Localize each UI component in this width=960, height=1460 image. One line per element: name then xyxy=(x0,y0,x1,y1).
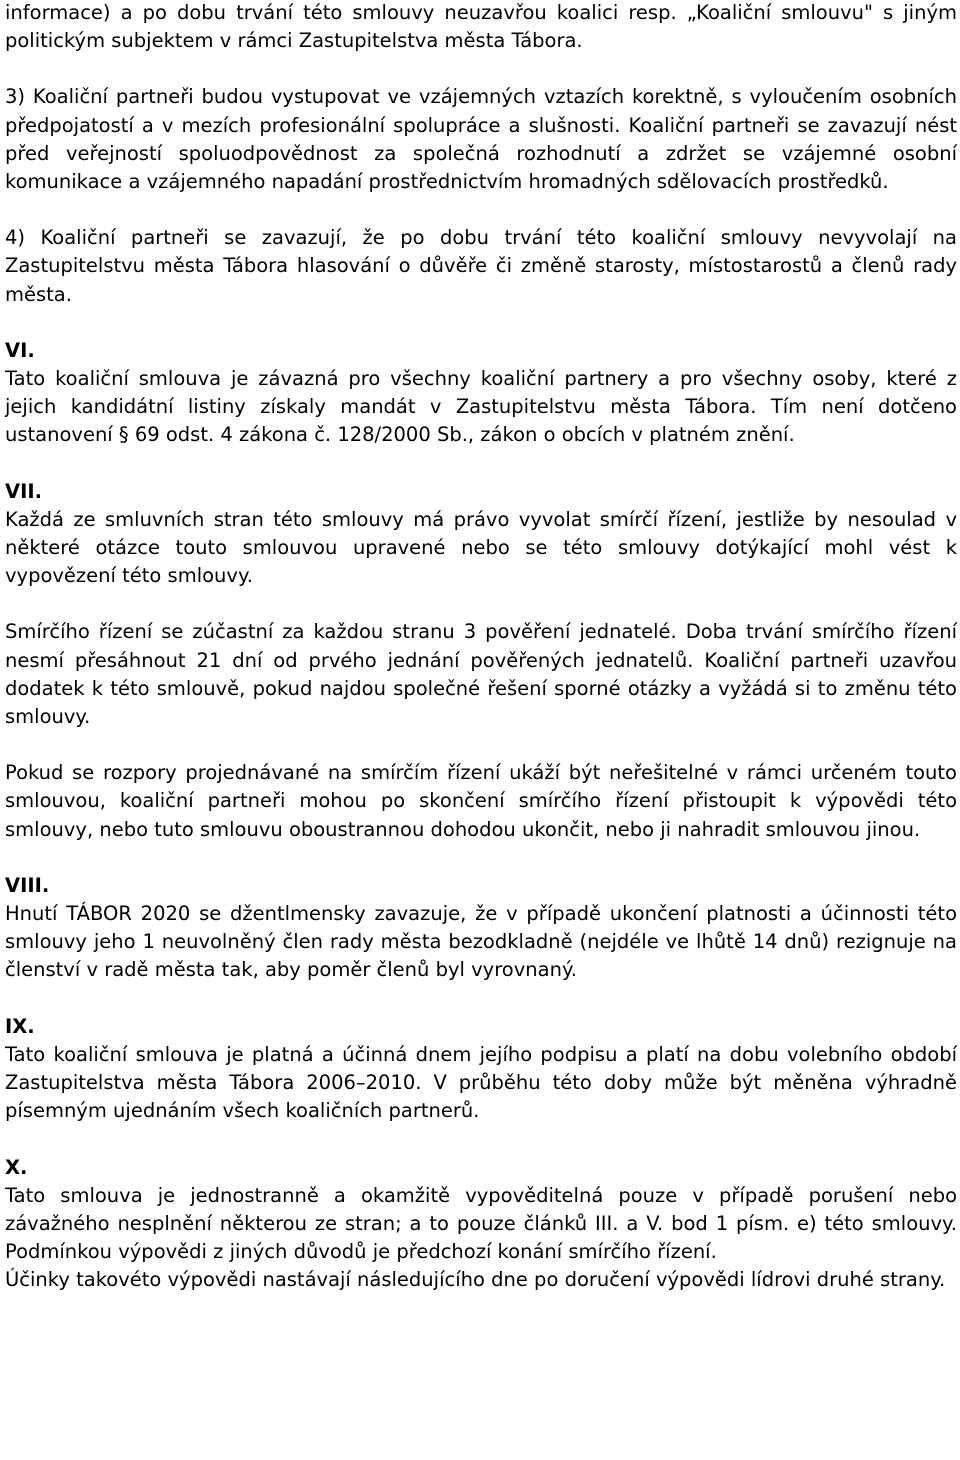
section-heading-viii: VIII. xyxy=(5,873,50,897)
document-page xyxy=(5,0,957,1295)
section-vii-paragraph: Smírčího řízení se zúčastní za každou stranu 3 pověření jednatelé. Doba trvání smírčího řízení nesmí přesáhnout 21 dní od prvého jednání pověřených jednatelů. Koaliční partneři uzavřou dodatek k této smlouvě, pokud najdou společné řešení sporné otázky a vyžádá si to změnu této smlouvy. xyxy=(5,620,957,729)
section-x-paragraph: Tato smlouva je jednostranně a okamžitě vypověditelná pouze v případě porušení nebo závažného nesplnění některou ze stran; a to pouze článků III. a V. bod 1 písm. e) této smlouvy. Podmínkou výpovědi z jiných důvodů je předchozí konání smírčího řízení. xyxy=(5,1183,957,1264)
section-ix-paragraph: Tato koaliční smlouva je platná a účinná dnem jejího podpisu a platí na dobu volebního období Zastupitelstva města Tábora 2006–2010. V průběhu této doby může být měněna výhradně písemným ujednáním všech koaličních partnerů. xyxy=(5,1042,957,1123)
section-viii-paragraph: Hnutí TÁBOR 2020 se džentlmensky zavazuje, že v případě ukončení platnosti a účinnosti této smlouvy jeho 1 neuvolněný člen rady města bezodkladně (nejdéle ve lhůtě 14 dnů) rezignuje na členství v radě města tak, aby poměr členů byl vyrovnaný. xyxy=(5,902,957,982)
paragraph-4: 4) Koaliční partneři se zavazují, že po dobu trvání této koaliční smlouvy nevyvolají na Zastupitelstvu města Tábora hlasování o důvěře či změně starosty, místostarostů a členů rady města. xyxy=(5,226,957,306)
intro-continuation-paragraph: informace) a po dobu trvání této smlouvy neuzavřou koalici resp. „Koaliční smlouvu" s jiným politickým subjektem v rámci Zastupitelstva města Tábora. xyxy=(5,1,957,53)
section-heading-x: X. xyxy=(5,1155,28,1179)
section-vii-paragraph: Každá ze smluvních stran této smlouvy má právo vyvolat smírčí řízení, jestliže by nesoulad v některé otázce touto smlouvou upravené nebo se této smlouvy dotýkající mohl vést k vypovězení této smlouvy. xyxy=(5,507,957,588)
section-heading-ix: IX. xyxy=(5,1014,35,1038)
section-heading-vi: VI. xyxy=(5,338,35,362)
section-vii-paragraph: Pokud se rozpory projednávané na smírčím řízení ukáží být neřešitelné v rámci určeném touto smlouvou, koaliční partneři mohou po skončení smírčího řízení přistoupit k výpovědi této smlouvy, nebo tuto smlouvu oboustrannou dohodou ukončit, nebo ji nahradit smlouvou jinou. xyxy=(5,761,957,841)
section-heading-vii: VII. xyxy=(5,479,43,503)
paragraph-3: 3) Koaliční partneři budou vystupovat ve vzájemných vztazích korektně, s vyloučením osobních předpojatostí a v mezích profesionální spolupráce a slušnosti. Koaliční partneři se zavazují nést před veřejností spoluodpovědnost za společná rozhodnutí a zdržet se vzájemné osobní komunikace a vzájemného napadání prostřednictvím hromadných sdělovacích prostředků. xyxy=(5,85,957,194)
section-vi-paragraph: Tato koaliční smlouva je závazná pro všechny koaliční partnery a pro všechny osoby, které z jejich kandidátní listiny získaly mandát v Zastupitelstvu města Tábora. Tím není dotčeno ustanovení § 69 odst. 4 zákona č. 128/2000 Sb., zákon o obcích v platném znění. xyxy=(5,367,957,447)
section-x-paragraph: Účinky takovéto výpovědi nastávají následujícího dne po doručení výpovědi lídrovi druhé strany. xyxy=(5,1268,946,1292)
